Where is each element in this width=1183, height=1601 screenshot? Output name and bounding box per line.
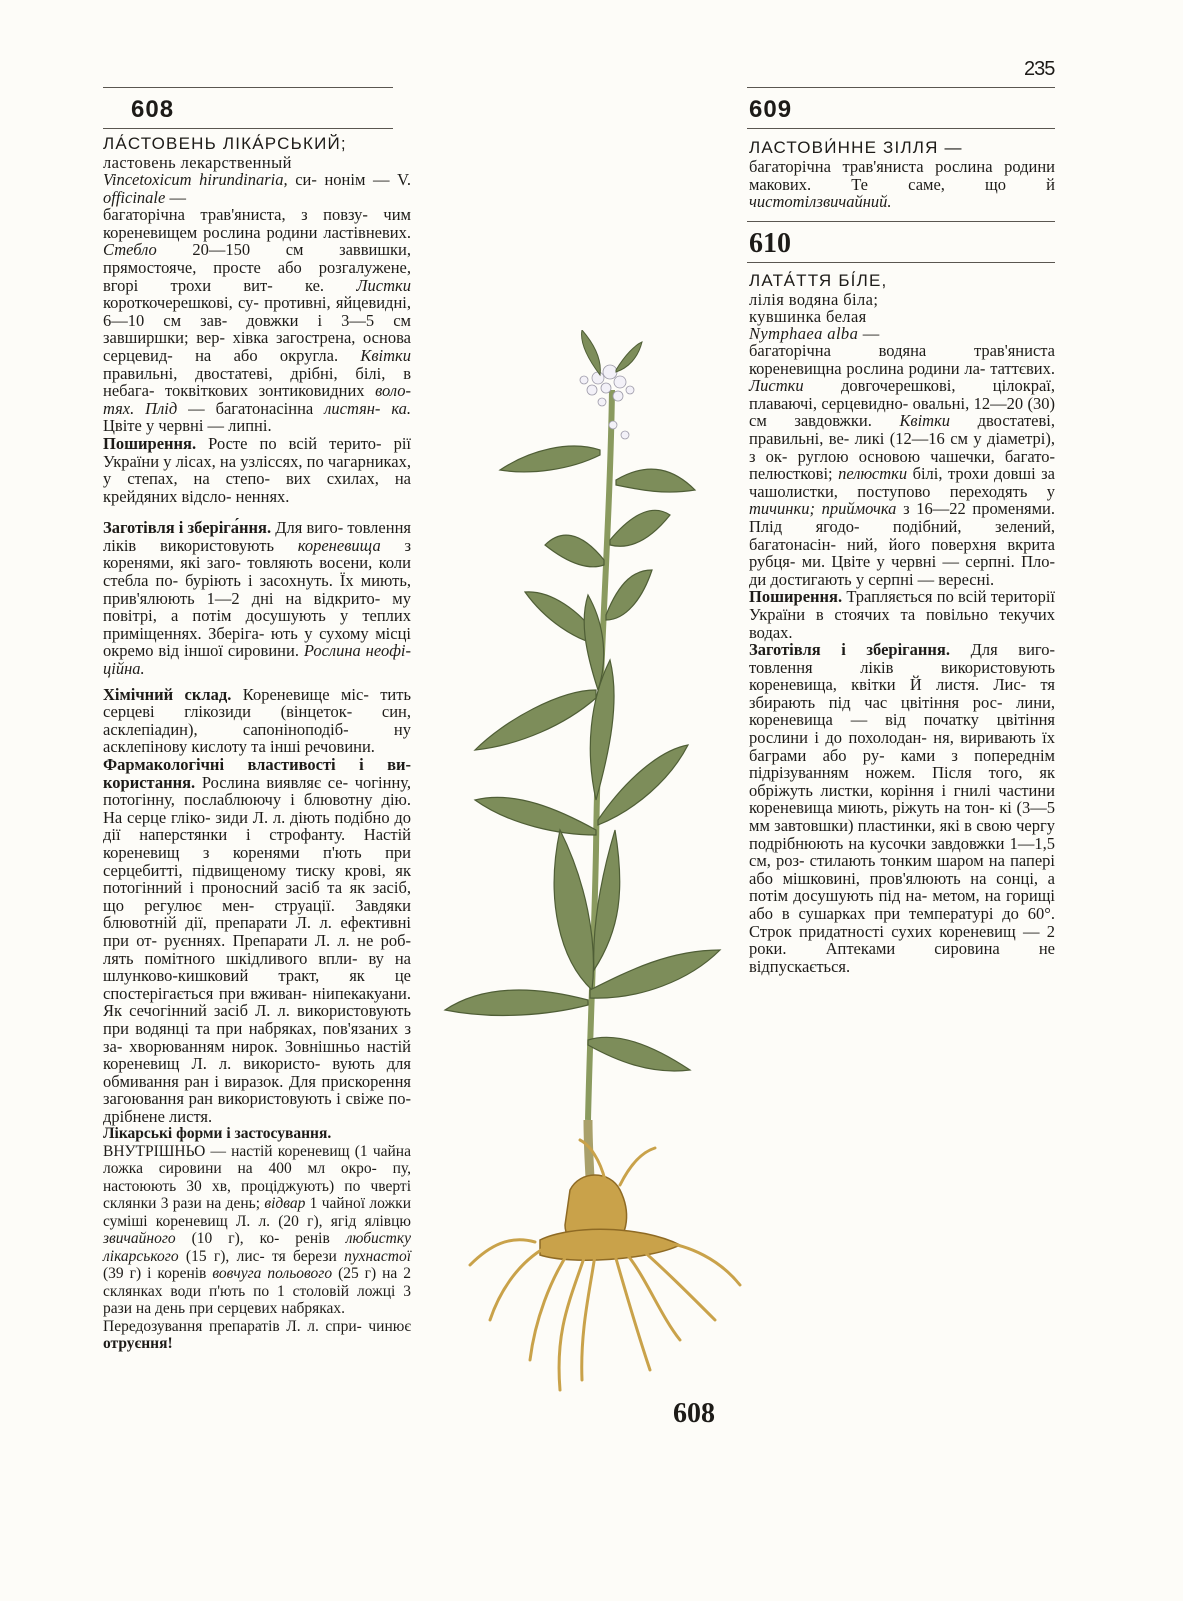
latin-name: Vincetoxicum hirundinaria, xyxy=(103,170,288,189)
text-run: довгочерешкові, цілокраї, плаваючі, серцевидно- овальні, 12—20 (30) см завдовжки. xyxy=(749,376,1055,431)
text-run: пухнастої xyxy=(344,1247,412,1265)
text-run: Цвіте у червні — липні. xyxy=(103,416,272,436)
entry-610-title: ЛАТА́ТТЯ БІ́ЛЕ, xyxy=(749,271,888,290)
text-run: Nymphaea alba xyxy=(749,324,859,343)
leaf xyxy=(475,797,596,835)
text-run: тичинки; приймочка xyxy=(749,499,897,519)
text-run: любистку лікарського xyxy=(103,1230,411,1265)
illustration-caption: 608 xyxy=(673,1398,715,1429)
entry-610-harvesting xyxy=(749,641,1055,975)
text-run: — xyxy=(862,324,880,343)
entry-608-title: ЛА́СТОВЕНЬ ЛІКА́РСЬКИЙ; xyxy=(103,134,347,153)
text-run: з коренями, які заго- товляють восени, коли стебла по- буріють і засохнуть. Їх миють, прив'ялюють 1—2 дні на відкрито- му повітрі, а потім досушують у теплих приміщеннях. Зберіга- ють у сухому місці окремо від іншої сировини. xyxy=(103,535,412,661)
text-run: двостатеві, правильні, ве- ликі (12—16 см у діаметрі), з ок- руглою основою чашечки, багато- пелюсткові; xyxy=(749,411,1056,484)
text-run: Передозування препаратів Л. л. спри- чинює xyxy=(103,1317,411,1335)
entry-608-dosage-forms xyxy=(103,1125,411,1318)
text-run: (10 г), ко- ренів xyxy=(191,1230,330,1248)
rhizome xyxy=(540,1175,680,1260)
top-rule-right xyxy=(747,87,1055,88)
entry-608-column xyxy=(103,134,411,1353)
text-run: Листки xyxy=(356,275,411,295)
entry-610-rule xyxy=(747,262,1055,263)
latin-tail: си- xyxy=(295,170,317,189)
text-run: Заготівля і зберігання. xyxy=(749,640,950,660)
text-run: Для виго- товлення ліків використовують кореневища, квітки Й листя. Лис- тя збирають під час цвітіння рос- лини, кореневища — від початку цвітіння рослини і до похолодан- ня, виривають їх баграми або ру- ками з попереднім підрізуванням ножем. Після того, як обріжуть листки, коріння і гнилі частини кореневища миють, ріжуть на тон- кі (3—5 мм завтовшки) пластинки, які в свою чергу подрібнюють на кусочки завдовжки 1—1,5 см, роз- стилають тонким шаром на папері або мішковині, пров'ялюють на сонці, а потім досушують під на- метом, на горищі або в сушарках при температурі до 60°. Строк придатності сухих кореневищ — 2 роки. Аптеками сировина не відпускається. xyxy=(749,640,1055,976)
text-run: відвар xyxy=(264,1195,306,1213)
text-run: Для виго- товлення ліків використовують xyxy=(103,518,411,555)
text-run: вовчуга польового xyxy=(212,1265,333,1283)
leaf xyxy=(545,535,604,567)
text-run: багаторічна трав'яниста рослина родини макових. Те саме, що й xyxy=(749,157,1055,194)
synonym-latin: officinale xyxy=(103,187,166,207)
text-run: отруєння! xyxy=(103,1335,173,1353)
text-run: — багатонасінна xyxy=(188,398,314,418)
leaf xyxy=(500,446,600,472)
entry-610-latin xyxy=(749,325,1055,342)
text-run: звичайного xyxy=(103,1230,176,1248)
leaf xyxy=(590,660,614,800)
flower-cluster xyxy=(580,365,634,439)
entry-number-608: 608 xyxy=(131,96,175,123)
entry-608-harvesting xyxy=(103,519,411,677)
text-run: ВНУТРІШНЬО — настій кореневищ (1 чайна ложка сировини на 400 мл окро- пу, настоюють 30 хв, проціджують) по чверті склянки 3 рази на день; xyxy=(103,1142,411,1213)
entry-609-title: ЛАСТОВИ́ННЕ ЗІЛЛЯ — xyxy=(749,138,963,157)
entry-608-chemistry xyxy=(103,686,411,756)
entry-609-bottom-rule xyxy=(747,221,1055,222)
entry-610-description xyxy=(749,342,1055,588)
text-run: Росте по всій терито- рії України у лісах, на узліссях, по чагарниках, у степах, на степо- вих схилах, на крейдяних відсло- неннях. xyxy=(103,433,412,506)
leaf xyxy=(554,830,593,990)
text-run: багаторічна трав'яниста, з повзу- чим кореневищем рослина родини ластівневих. xyxy=(103,205,411,242)
text-run: пелюстки xyxy=(838,464,908,484)
text-run: Трапляється по всій території України в стоячих та повільно текучих водах. xyxy=(749,587,1055,642)
entry-610-distribution xyxy=(749,588,1055,641)
leaf xyxy=(445,990,588,1015)
text-run: Стебло xyxy=(103,240,157,260)
text-run: правильні, двостатеві, дрібні, білі, в небага- токвіткових зонтиковидних xyxy=(103,363,411,401)
text-run: Квітки xyxy=(360,345,412,365)
leaf xyxy=(606,570,652,620)
roots xyxy=(470,1140,740,1390)
text-run: білі, трохи довші за чашолистки, поступово переходять у xyxy=(749,464,1056,501)
text-run: кореневища xyxy=(297,535,381,555)
entry-number-609: 609 xyxy=(749,96,793,123)
text-run: Фармакологічні властивості і ви- користання. xyxy=(103,755,411,792)
text-run: Поширення. xyxy=(103,433,197,453)
leaf xyxy=(590,950,720,998)
text-run: з 16—22 променями. Плід ягодо- подібний, зелений, багатонасін- ний, його поверхня вкрита рубця- ми. Цвіте у червні — серпні. Пло- ди достигають у серпні — вересні. xyxy=(749,499,1056,589)
leaf xyxy=(616,342,642,372)
leaf xyxy=(584,595,604,690)
text-run: Рослина неофі- ційна. xyxy=(103,641,411,679)
text-run: листян- ка. xyxy=(324,398,412,418)
text-run: Рослина виявляє се- чогінну, потогінну, послаблюючу і блювотну дію. На серце гліко- зиди Л. л. діють подібно до дії наперстянки і строфанту. Настій кореневищ з коренями п'ють при серцебитті, підвищеному тиску крові, як потогінний і проносний засіб та як засіб, що регулює мен- струації. Завдяки блювотній дії, препарати Л. л. ефективні при от- руєннях. Препарати Л. л. не роб- лять помітного шкідливого впли- ву на шлунково-кишковий тракт, як це спостерігається при вживан- ніипекакуани. Як сечогінний засіб Л. л. використовують при водянці та при набряках, пов'язаних з за- хворюванням нирок. Зовнішньо настій кореневищ Л. л. використо- вують для обмивання ран і виразок. Для прискорення загоювання ран використовують і свіже по- дрібнене листя. xyxy=(103,772,411,1126)
entry-608-rule xyxy=(103,128,393,129)
text-run: воло- тях. Плід xyxy=(103,381,412,418)
text-run: 20—150 см заввишки, прямостояче, просте або розгалужене, вгорі трохи вит- ке. xyxy=(103,240,412,295)
entry-608-warning xyxy=(103,1318,411,1353)
text-run: (39 г) і коренів xyxy=(103,1265,207,1283)
text-run: Кореневище міс- тить серцеві глікозиди (вінцеток- син, асклепіадин), сапоніноподіб- ну асклепінову кислоту та інші речовини. xyxy=(103,684,411,757)
leaf xyxy=(598,745,688,825)
plant-illustration xyxy=(420,330,750,1410)
entry-609-column xyxy=(749,138,1055,211)
entry-number-610: 610 xyxy=(749,228,791,259)
leaf xyxy=(610,510,670,546)
entry-608-distribution xyxy=(103,435,411,505)
entry-609-description xyxy=(749,158,1055,211)
text-run: короткочерешкові, су- противні, яйцевидні, 6—10 см зав- довжки і 3—5 см завширшки; вер- хівка загострена, основа серцевид- на або округла. xyxy=(103,293,411,365)
text-run: Заготівля і зберіга́ння. xyxy=(103,518,272,538)
text-run: 1 чайної ложки суміші кореневищ Л. л. (20 г), ягід ялівцю xyxy=(103,1195,411,1230)
text-run: (15 г), лис- тя берези xyxy=(185,1247,337,1265)
entry-608-description xyxy=(103,206,411,435)
text-run: (25 г) на 2 склянках води п'ють по 1 столовій ложці 3 рази на день при серцевих набряках. xyxy=(103,1265,412,1318)
page-number: 235 xyxy=(1024,58,1055,80)
leaf xyxy=(475,690,596,750)
leaf xyxy=(616,469,695,492)
text-run: Поширення. xyxy=(749,587,843,607)
entry-609-rule xyxy=(747,128,1055,129)
leaf xyxy=(582,330,601,375)
entry-608-latin xyxy=(103,171,411,206)
text-run: Квітки xyxy=(899,411,951,431)
entry-610-russian-name: кувшинка белая xyxy=(749,307,867,326)
text-run: Лікарські форми і застосування. xyxy=(103,1125,332,1143)
text-run: багаторічна водяна трав'яниста кореневищна рослина родини ла- таттєвих. xyxy=(749,341,1055,378)
text-run: Хімічний склад. xyxy=(103,684,232,704)
entry-608-pharmacology xyxy=(103,756,411,1125)
entry-610-column xyxy=(749,271,1055,975)
leaf xyxy=(588,1037,690,1071)
cross-reference-link[interactable]: чистотілзвичайний. xyxy=(749,192,892,212)
synonym-tail: — xyxy=(169,187,186,207)
synonym-head: нонім — V. xyxy=(324,170,411,189)
entry-610-ukrainian-synonym: лілія водяна біла; xyxy=(749,290,879,309)
top-rule-left xyxy=(103,87,393,88)
text-run: Листки xyxy=(749,376,804,396)
entry-608-russian-name: ластовень лекарственный xyxy=(103,153,292,172)
